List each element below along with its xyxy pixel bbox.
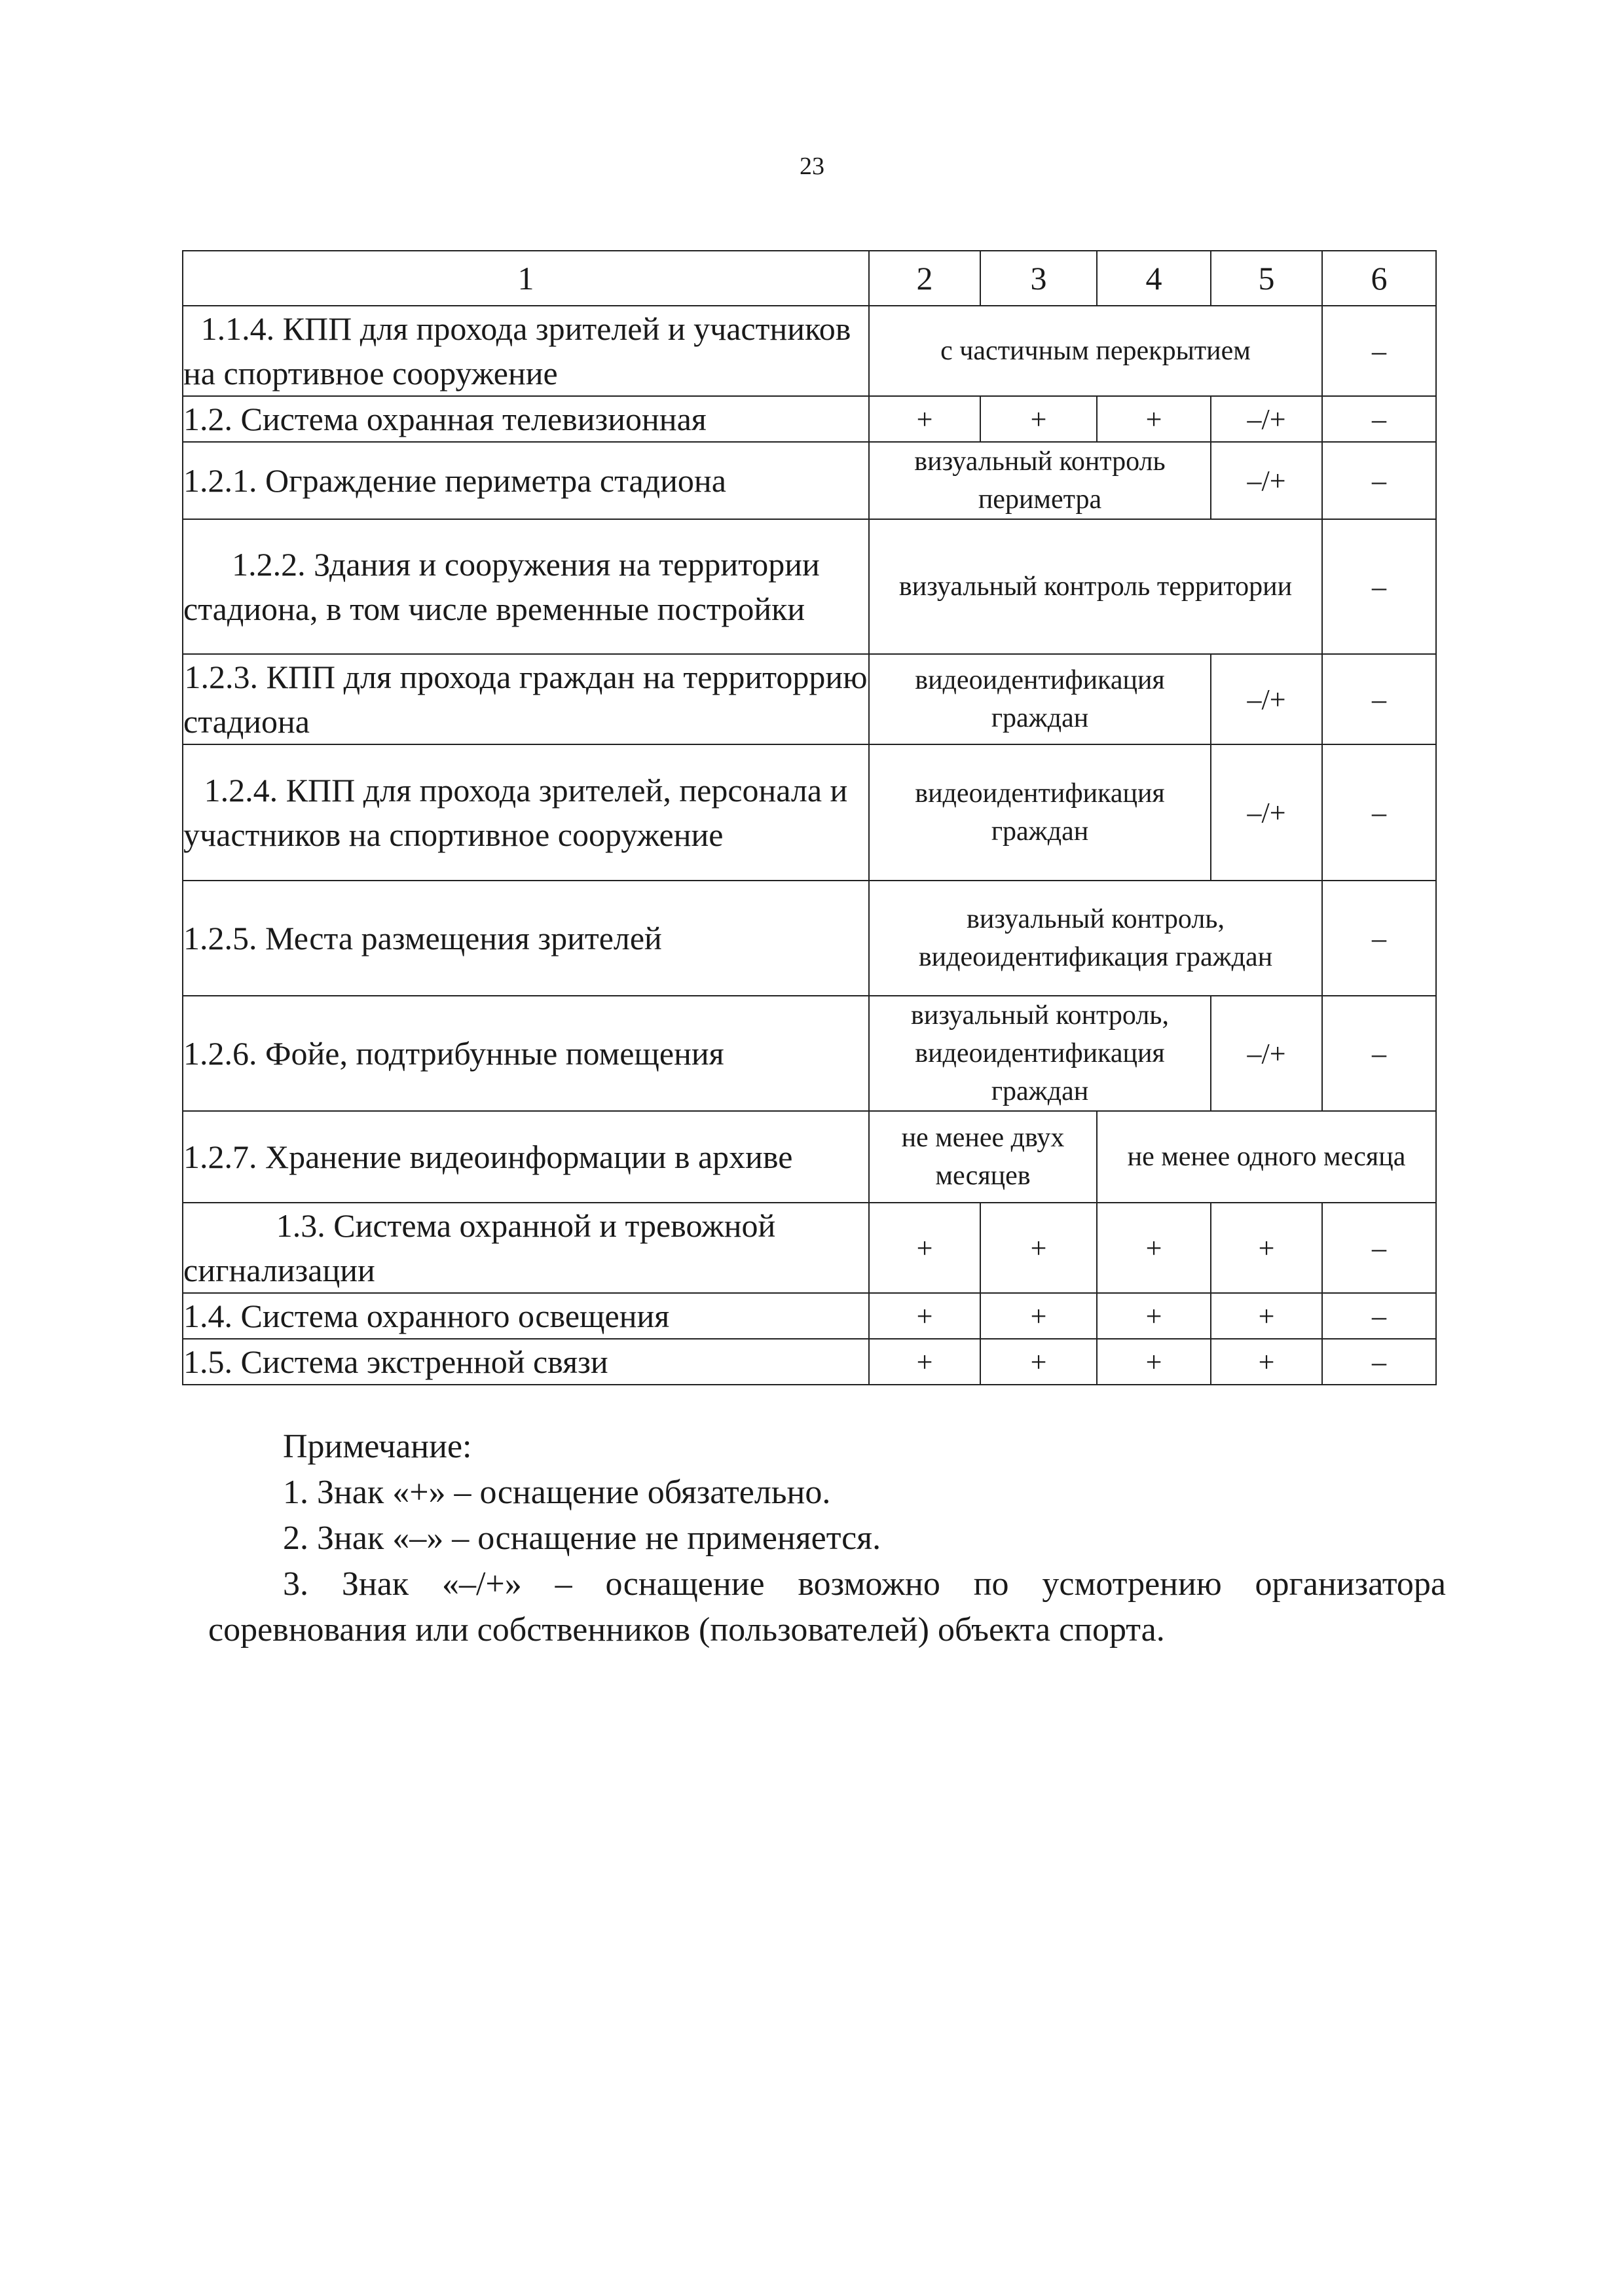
- page-number: 23: [800, 153, 824, 180]
- row-value-col-6: –: [1322, 996, 1436, 1111]
- row-label: 1.2. Система охранная телевизионная: [183, 396, 869, 442]
- row-value-col-5: –/+: [1211, 442, 1322, 519]
- row-value-col-6: –: [1322, 306, 1436, 396]
- note-item-3: 3. Знак «–/+» – оснащение возможно по усмотрению организатора соревнования или собственников (пользователей) объекта спорта.: [208, 1565, 1446, 1649]
- table-row: [183, 996, 1436, 1111]
- row-value-col-6: –: [1322, 442, 1436, 519]
- note-heading: Примечание:: [283, 1428, 472, 1465]
- row-value-col-6: –: [1322, 1293, 1436, 1339]
- row-value-col-4: +: [1097, 1203, 1211, 1293]
- table-row: [183, 1339, 1436, 1385]
- header-col-1: 1: [183, 251, 869, 306]
- row-value: с частичным перекрытием: [869, 306, 1322, 396]
- table-row: [183, 442, 1436, 519]
- row-value-col-5: –/+: [1211, 744, 1322, 881]
- row-value-col-5: –/+: [1211, 396, 1322, 442]
- row-label: 1.2.1. Ограждение периметра стадиона: [183, 442, 869, 519]
- row-value-col-3: +: [980, 1339, 1097, 1385]
- row-value: визуальный контроль, видеоидентификация граждан: [869, 881, 1322, 996]
- row-value-col-4: +: [1097, 1339, 1211, 1385]
- table-row: [183, 1293, 1436, 1339]
- row-value: визуальный контроль периметра: [869, 442, 1211, 519]
- row-label: 1.1.4. КПП для прохода зрителей и участников на спортивное сооружение: [183, 306, 869, 396]
- header-col-2: 2: [869, 251, 980, 306]
- table-row: [183, 1203, 1436, 1293]
- table-row: [183, 306, 1436, 396]
- row-label: 1.3. Система охранной и тревожной сигнализации: [183, 1203, 869, 1293]
- note-item-2: 2. Знак «–» – оснащение не применяется.: [283, 1520, 881, 1557]
- row-value-col-5: +: [1211, 1293, 1322, 1339]
- header-col-4: 4: [1097, 251, 1211, 306]
- table-row: [183, 744, 1436, 881]
- equipment-table: [182, 250, 1437, 1385]
- row-value-col-2: +: [869, 1293, 980, 1339]
- row-value-col-6: –: [1322, 744, 1436, 881]
- row-value: визуальный контроль территории: [869, 519, 1322, 654]
- row-value-col-4: +: [1097, 396, 1211, 442]
- row-label: 1.2.7. Хранение видеоинформации в архиве: [183, 1111, 869, 1203]
- table-row: [183, 396, 1436, 442]
- row-label: 1.2.6. Фойе, подтрибунные помещения: [183, 996, 869, 1111]
- row-value-col-5: +: [1211, 1339, 1322, 1385]
- row-value: визуальный контроль, видеоидентификация граждан: [869, 996, 1211, 1111]
- row-value-col-5: +: [1211, 1203, 1322, 1293]
- row-value-col-5: –/+: [1211, 654, 1322, 744]
- row-label: 1.2.5. Места размещения зрителей: [183, 881, 869, 996]
- header-col-5: 5: [1211, 251, 1322, 306]
- table-row: [183, 654, 1436, 744]
- table-row: [183, 881, 1436, 996]
- row-value-col-6: –: [1322, 396, 1436, 442]
- header-col-3: 3: [980, 251, 1097, 306]
- row-value-col-3: +: [980, 1203, 1097, 1293]
- table-row: [183, 1111, 1436, 1203]
- row-value-col-5: –/+: [1211, 996, 1322, 1111]
- table-header-row: [183, 251, 1436, 306]
- row-value-col-2: +: [869, 1339, 980, 1385]
- row-value-col-4: +: [1097, 1293, 1211, 1339]
- table-row: [183, 519, 1436, 654]
- row-label: 1.5. Система экстренной связи: [183, 1339, 869, 1385]
- row-label: 1.2.3. КПП для прохода граждан на территоррию стадиона: [183, 654, 869, 744]
- row-value-col-2: +: [869, 1203, 980, 1293]
- row-value-col-6: –: [1322, 881, 1436, 996]
- row-value-col-6: –: [1322, 1203, 1436, 1293]
- row-value-col-3: +: [980, 396, 1097, 442]
- row-value-col-6: –: [1322, 519, 1436, 654]
- row-value: не менее одного месяца: [1097, 1111, 1436, 1203]
- row-value-col-3: +: [980, 1293, 1097, 1339]
- row-value: видеоидентификация граждан: [869, 744, 1211, 881]
- row-label: 1.2.4. КПП для прохода зрителей, персонала и участников на спортивное сооружение: [183, 744, 869, 881]
- row-value: видеоидентификация граждан: [869, 654, 1211, 744]
- row-value-col-6: –: [1322, 1339, 1436, 1385]
- header-col-6: 6: [1322, 251, 1436, 306]
- row-label: 1.2.2. Здания и сооружения на территории стадиона, в том числе временные постройки: [183, 519, 869, 654]
- row-value-col-2: +: [869, 396, 980, 442]
- row-value: не менее двух месяцев: [869, 1111, 1097, 1203]
- row-label: 1.4. Система охранного освещения: [183, 1293, 869, 1339]
- note-item-1: 1. Знак «+» – оснащение обязательно.: [283, 1474, 831, 1511]
- row-value-col-6: –: [1322, 654, 1436, 744]
